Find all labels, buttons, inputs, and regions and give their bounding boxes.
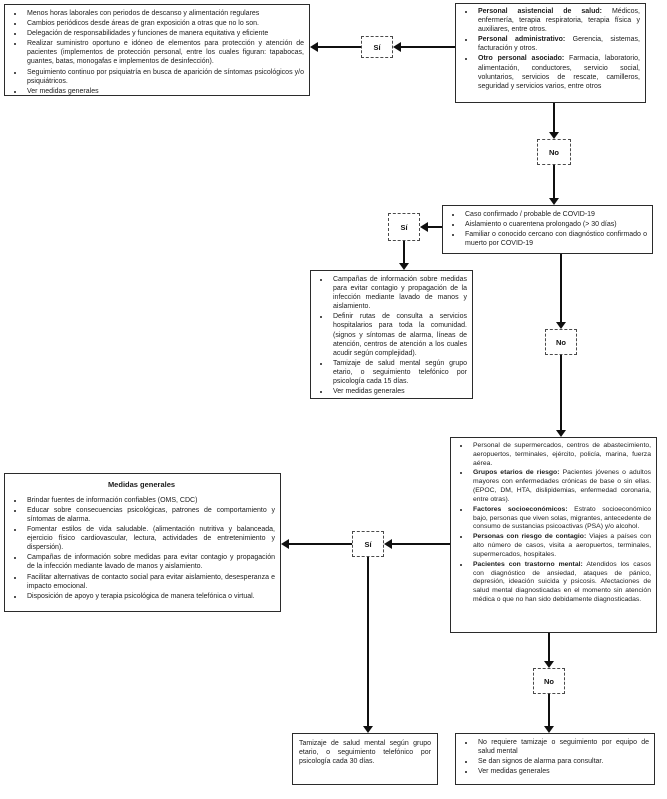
arrowhead-down-icon — [549, 132, 559, 139]
list-item — [475, 35, 640, 53]
item-lead: Otro personal asociado: — [478, 55, 565, 63]
item-lead: Pacientes con trastorno mental: — [473, 560, 583, 568]
personnel-list — [459, 7, 640, 91]
list-item: • Seguimiento continuo por psiquiatría en busca de aparición de síntomas psicológicos y/o psiquiátricos. — [24, 68, 304, 86]
no-screening-list — [459, 738, 649, 776]
list-item — [475, 7, 640, 34]
box-general-measures — [4, 473, 281, 612]
general-measures-list — [8, 496, 275, 601]
item-lead: Personas con riesgo de contagio: — [473, 533, 587, 541]
list-item: • Se dan signos de alarma para consultar. — [475, 757, 649, 766]
list-item — [470, 561, 651, 605]
decision-label-no-1: No — [537, 139, 571, 165]
box-staff-measures — [4, 4, 310, 96]
item-text: Gerencia, sistemas, facturación y otros. — [478, 36, 640, 53]
list-item: • No requiere tamizaje o seguimiento por equipo de salud mental — [475, 738, 649, 756]
list-item — [470, 442, 651, 468]
list-item: • Ver medidas generales — [475, 767, 649, 776]
arrowhead-down-icon — [549, 198, 559, 205]
risk-groups-list — [454, 442, 651, 605]
campaigns-list — [314, 275, 467, 396]
list-item: • Campañas de información sobre medidas para evitar contagio y propagación de la infección mediante lavado de manos y aislamiento. — [24, 553, 275, 571]
list-item — [470, 469, 651, 504]
item-text: Personal de supermercados, centros de abastecimiento, aeropuertos, terminales, ejército, policía, marina, fuerza aérea. — [473, 442, 651, 467]
list-item: • Realizar suministro oportuno e idóneo de elementos para protección y atención de pacientes (implementos de protección personal, entre los cuales figuran: tapabocas, guantes, batas, monogafas e implementos de desinfección). — [24, 39, 304, 66]
arrowhead-down-icon — [556, 430, 566, 437]
list-item: • Caso confirmado / probable de COVID-19 — [462, 210, 647, 219]
list-item: • Cambios periódicos desde áreas de gran exposición a otras que no lo son. — [24, 19, 304, 28]
item-text: Pacientes jóvenes o adultos mayores con enfermedades crónicas de base o sin ellas. (EPOC, DM, HTA, dislipidemias, enfermedad coronaria, entre otras). — [473, 469, 651, 503]
decision-label-no-2: No — [545, 329, 577, 355]
connector-line — [403, 241, 405, 263]
item-text: Farmacia, laboratorio, alimentación, conductores, servicio social, voluntarios, servicios de rescate, camilleros, seguridad y servicios varios, entre otros — [478, 55, 640, 90]
connector-line — [392, 543, 450, 545]
item-text: Atendidos los casos con diagnóstico de ansiedad, ataques de pánico, depresión, ideación suicida y psicosis. Afectaciones de salud mental diagnosticadas en el momento sin atención médica o que no han sido debidamente diagnosticadas. — [473, 560, 651, 604]
list-item: • Definir rutas de consulta a servicios hospitalarios para toda la comunidad. (signos y síntomas de alarma, líneas de atención, centros de atención a los cuales acudir según complejidad). — [330, 312, 467, 357]
item-lead: Personal asistencial de salud: — [478, 8, 603, 15]
item-text: Estrato socioeconómico bajo, personas que viven solas, migrantes, antecedente de consumo de sustancias psicoactivas (PSA) y/o alcohol. — [473, 505, 652, 531]
list-item: • Campañas de información sobre medidas para evitar contagio y propagación de la infección mediante lavado de manos y aislamiento. — [330, 275, 467, 311]
arrowhead-left-icon — [281, 539, 289, 549]
connector-line — [560, 355, 562, 430]
box-information-campaigns — [310, 270, 473, 399]
list-item — [470, 533, 651, 559]
connector-line — [318, 46, 361, 48]
connector-line — [401, 46, 455, 48]
list-item: • Delegación de responsabilidades y funciones de manera equitativa y eficiente — [24, 29, 304, 38]
general-measures-title: Medidas generales — [107, 480, 176, 489]
box-no-screening — [455, 733, 655, 785]
decision-label-yes-3: Sí — [352, 531, 384, 557]
arrowhead-left-icon — [310, 42, 318, 52]
list-item: • Tamizaje de salud mental según grupo etario, o seguimiento telefónico por psicología cada 15 días. — [330, 359, 467, 386]
covid-case-list — [446, 210, 647, 248]
arrowhead-down-icon — [544, 726, 554, 733]
list-item: • Fomentar estilos de vida saludable. (alimentación nutritiva y balanceada, ejercicio físico cardiovascular, lectura, actividades de entretenimiento y dispersión). — [24, 525, 275, 552]
list-item: • Brindar fuentes de información confiables (OMS, CDC) — [24, 496, 275, 505]
list-item: • Ver medidas generales — [330, 387, 467, 396]
connector-line — [548, 633, 550, 661]
connector-line — [560, 254, 562, 322]
staff-measures-list — [8, 9, 304, 96]
list-item: • Disposición de apoyo y terapia psicológica de manera telefónica o virtual. — [24, 592, 275, 601]
list-item: • Facilitar alternativas de contacto social para evitar aislamiento, desesperanza e impacto emocional. — [24, 573, 275, 591]
list-item: • Ver medidas generales — [24, 87, 304, 96]
arrowhead-down-icon — [399, 263, 409, 270]
item-lead: Personal administrativo: — [478, 36, 566, 44]
list-item: • Aislamiento o cuarentena prolongado (> 30 días) — [462, 220, 647, 229]
decision-label-yes-1: Sí — [361, 36, 393, 58]
arrowhead-left-icon — [393, 42, 401, 52]
box-health-personnel — [455, 3, 646, 103]
list-item: • Familiar o conocido cercano con diagnóstico confirmado o muerto por COVID-19 — [462, 230, 647, 248]
list-item: • Educar sobre consecuencias psicológicas, patrones de comportamiento y síntomas de alarma. — [24, 506, 275, 524]
box-risk-groups — [450, 437, 657, 633]
connector-line — [428, 226, 442, 228]
arrowhead-left-icon — [384, 539, 392, 549]
connector-line — [553, 103, 555, 132]
box-screening-30-days — [292, 733, 438, 785]
list-item — [475, 54, 640, 90]
connector-line — [553, 165, 555, 198]
connector-line — [289, 543, 352, 545]
box-covid-case — [442, 205, 653, 254]
arrowhead-down-icon — [556, 322, 566, 329]
list-item — [470, 506, 651, 532]
item-lead: Factores socioeconómicos: — [473, 505, 568, 513]
decision-label-no-3: No — [533, 668, 565, 694]
connector-line — [548, 694, 550, 726]
screening-text: Tamizaje de salud mental según grupo etario, o seguimiento telefónico por psicología cada 30 días. — [299, 740, 431, 766]
arrowhead-down-icon — [544, 661, 554, 668]
connector-line — [367, 557, 369, 726]
decision-label-yes-2: Sí — [388, 213, 420, 241]
item-lead: Grupos etarios de riesgo: — [473, 469, 560, 477]
arrowhead-down-icon — [363, 726, 373, 733]
item-text: Médicos, enfermería, terapia respiratoria, terapia física y auxiliares, entre otros. — [478, 8, 640, 34]
list-item: • Menos horas laborales con periodos de descanso y alimentación regulares — [24, 9, 304, 18]
arrowhead-left-icon — [420, 222, 428, 232]
item-text: Viajes a países con alto número de casos, visita a aeropuertos, terminales, supermercados, hospitales. — [473, 533, 651, 558]
